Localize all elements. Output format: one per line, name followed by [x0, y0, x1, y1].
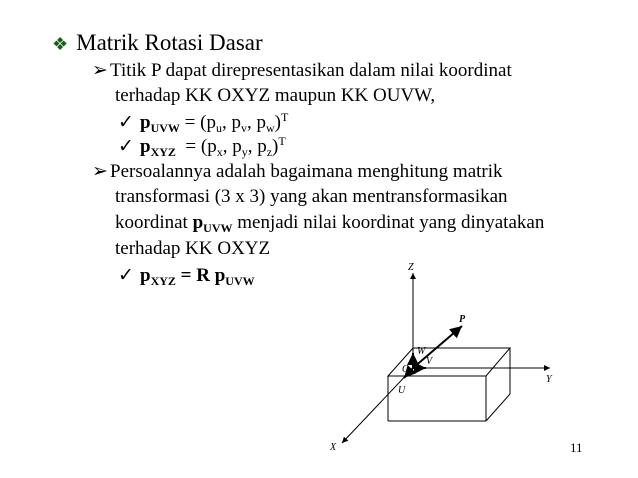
x-axis: [342, 368, 413, 443]
bullet-2-line-2: transformasi (3 x 3) yang akan mentransformasikan: [115, 186, 508, 207]
bullet-2-line-3: koordinat $p_{UVW}$ menjadi nilai koordinat yang dinyatakan: [115, 212, 545, 235]
check-bullet-icon: ✓: [118, 112, 134, 133]
bullet-1-line-1: ➢ Titik P dapat direpresentasikan dalam nilai koordinat: [92, 60, 512, 81]
page-number: 11: [570, 440, 583, 455]
diamond-bullet-icon: ❖: [52, 34, 69, 54]
arrow-bullet-icon: ➢: [92, 161, 108, 182]
bullet-2-line-4: terhadap KK OXYZ: [115, 238, 271, 259]
bullet-1-line-2: terhadap KK OXYZ maupun KK OUVW,: [115, 85, 436, 106]
equation-p-uvw: ✓ $p_{UVW} = (p_u$, $p_v$, $p_w)^T$: [118, 110, 289, 135]
point-p-label: P: [459, 314, 466, 325]
coordinate-frame-diagram: [320, 258, 570, 458]
z-axis-label: Z: [408, 262, 414, 273]
arrow-bullet-icon: ➢: [92, 60, 108, 81]
check-bullet-icon: ✓: [118, 136, 134, 157]
u-label: U: [398, 385, 406, 396]
y-axis-label: Y: [546, 374, 552, 385]
equation-p-xyz-r-p-uvw: ✓ $p_{XYZ} = R$ $p_{UVW}$: [118, 265, 255, 288]
w-label: W: [417, 346, 426, 357]
equation-p-xyz: ✓ $p_{XYZ} = (p_x$, $p_y$, $p_z)^T$: [118, 134, 286, 159]
bullet-2-line-1: ➢ Persoalannya adalah bagaimana menghitung matrik: [92, 161, 503, 182]
check-bullet-icon: ✓: [118, 265, 134, 286]
x-axis-label: X: [330, 442, 337, 453]
origin-label: O: [402, 364, 410, 375]
rectangular-box: [388, 348, 510, 421]
slide-title: ❖ Matrik Rotasi Dasar: [52, 30, 263, 55]
v-label: V: [426, 356, 433, 367]
